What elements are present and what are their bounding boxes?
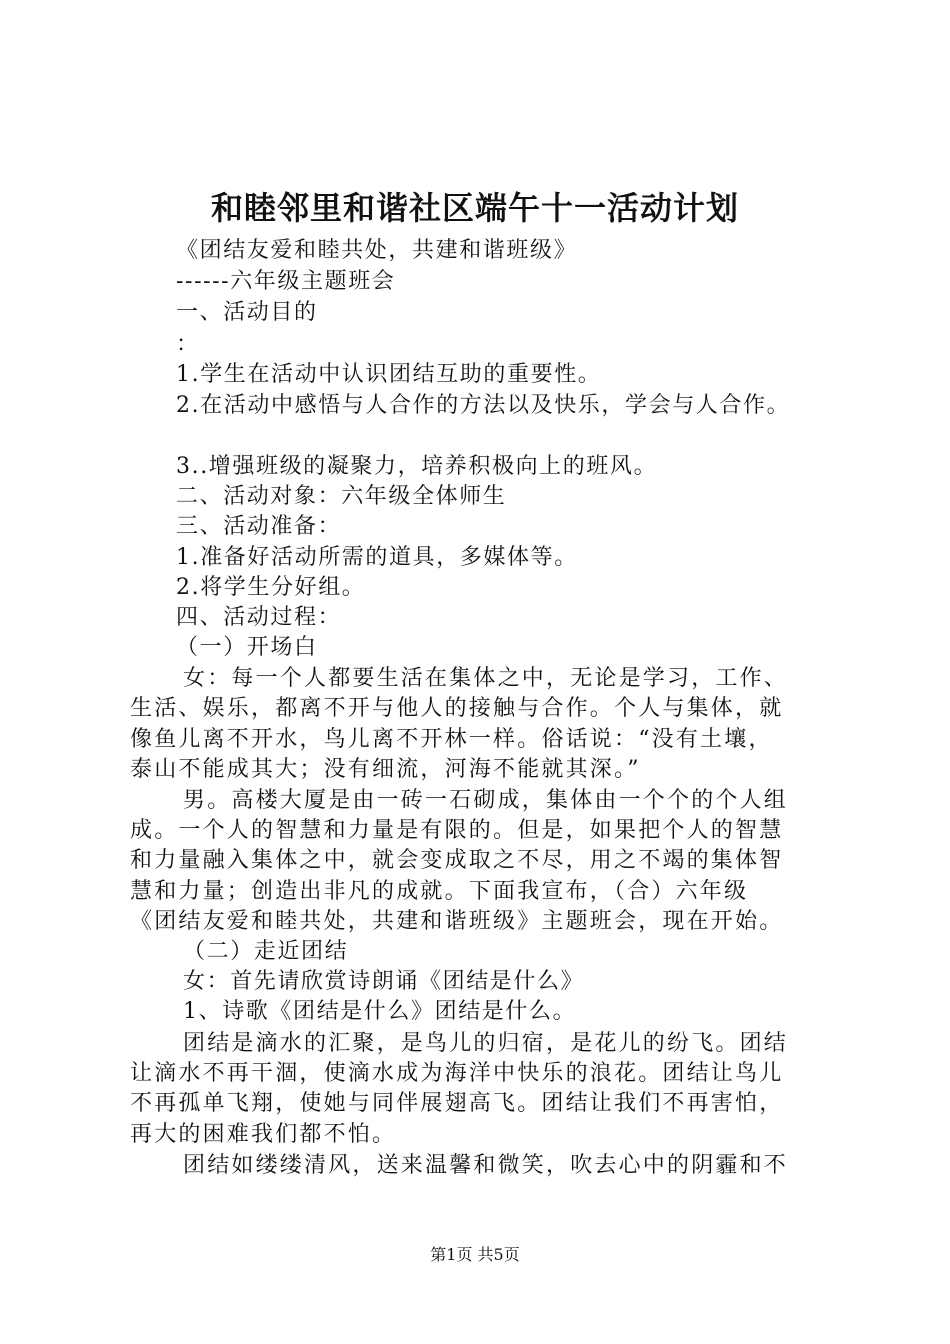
text-line: 2.将学生分好组。 <box>176 575 366 600</box>
paragraph-line: 团结如缕缕清风，送来温馨和微笑，吹去心中的阴霾和不 <box>183 1153 789 1178</box>
subtitle-line: ------六年级主题班会 <box>176 269 396 294</box>
section-heading: 三、活动准备： <box>176 514 342 539</box>
text-line: 3..增强班级的凝聚力，培养积极向上的班风。 <box>176 454 658 479</box>
paragraph-line: 男。高楼大厦是由一砖一石砌成，集体由一个个的个人组 <box>183 788 789 813</box>
text-line: 1、诗歌《团结是什么》团结是什么。 <box>183 999 577 1024</box>
paragraph-line: 成。一个人的智慧和力量是有限的。但是，如果把个人的智慧 <box>130 818 784 843</box>
paragraph-line: 让滴水不再干涸，使滴水成为海洋中快乐的浪花。团结让鸟儿 <box>130 1061 784 1086</box>
paragraph-line: 不再孤单飞翔，使她与同伴展翅高飞。团结让我们不再害怕， <box>130 1091 784 1116</box>
paragraph-line: 女：每一个人都要生活在集体之中，无论是学习，工作、 <box>183 666 789 691</box>
paragraph-line: 慧和力量；创造出非凡的成就。下面我宣布，（合）六年级 <box>130 879 749 904</box>
subsection-heading: （一）开场白 <box>176 635 318 660</box>
paragraph-line: 再大的困难我们都不怕。 <box>130 1122 397 1147</box>
text-line: 2.在活动中感悟与人合作的方法以及快乐，学会与人合作。 <box>176 393 791 418</box>
paragraph-line: 生活、娱乐，都离不开与他人的接触与合作。个人与集体，就 <box>130 696 784 721</box>
paragraph-line: 《团结友爱和睦共处，共建和谐班级》主题班会，现在开始。 <box>130 909 784 934</box>
text-line: 1.学生在活动中认识团结互助的重要性。 <box>176 362 602 387</box>
subtitle-line: 《团结友爱和睦共处，共建和谐班级》 <box>176 238 578 263</box>
paragraph-line: 团结是滴水的汇聚，是鸟儿的归宿，是花儿的纷飞。团结 <box>183 1031 789 1056</box>
document-title: 和睦邻里和谐社区端午十一活动计划 <box>210 189 739 227</box>
section-heading: 二、活动对象：六年级全体师生 <box>176 484 507 509</box>
text-line: 1.准备好活动所需的道具，多媒体等。 <box>176 545 578 570</box>
paragraph-line: 泰山不能成其大；没有细流，河海不能就其深。” <box>130 757 641 782</box>
section-heading: 一、活动目的 <box>176 300 318 325</box>
page-footer: 第1页 共5页 <box>430 1245 520 1264</box>
paragraph-line: 像鱼儿离不开水，鸟儿离不开林一样。俗话说：“没有土壤， <box>130 727 773 752</box>
text-line: 女：首先请欣赏诗朗诵《团结是什么》 <box>183 969 585 994</box>
text-line: ： <box>176 332 200 357</box>
subsection-heading: （二）走近团结 <box>183 939 349 964</box>
section-heading: 四、活动过程： <box>176 605 342 630</box>
paragraph-line: 和力量融入集体之中，就会变成取之不尽，用之不竭的集体智 <box>130 848 784 873</box>
